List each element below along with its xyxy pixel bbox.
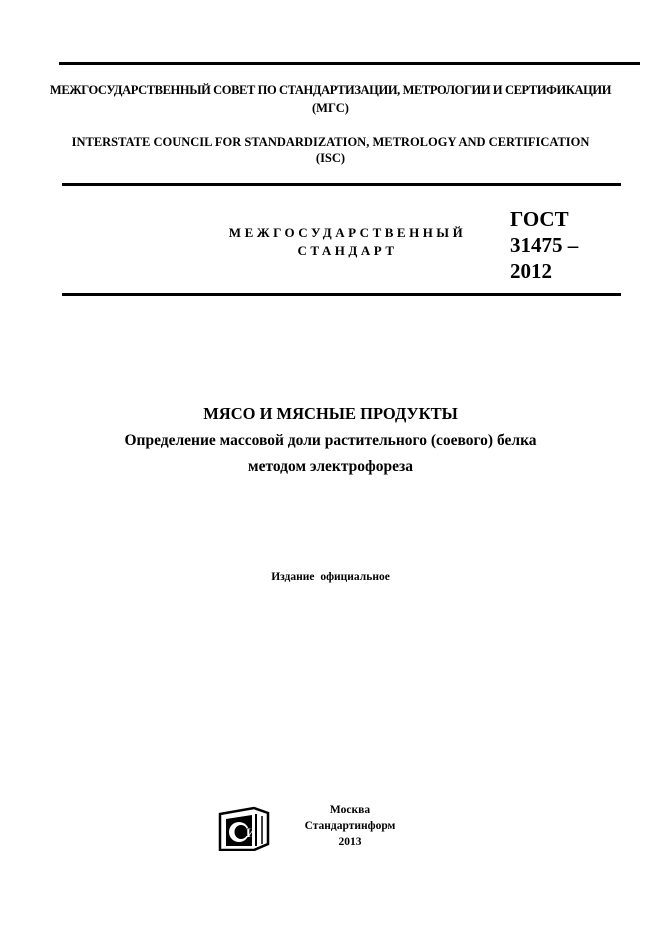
council-abbr-ru: (МГС) xyxy=(312,101,349,115)
standard-type-line2: СТАНДАРТ xyxy=(297,243,398,258)
gost-label: ГОСТ xyxy=(510,207,569,231)
edition-label: Издание официальное xyxy=(271,571,390,583)
publication-year: 2013 xyxy=(338,836,362,848)
standard-type-line1: МЕЖГОСУДАРСТВЕННЫЙ xyxy=(228,225,467,240)
council-name-en: INTERSTATE COUNCIL FOR STANDARDIZATION, METROLOGY AND CERTIFICATION xyxy=(71,135,590,149)
publisher-city: Москва xyxy=(329,804,371,816)
publisher-name: Стандартинформ xyxy=(304,820,396,832)
gost-designation xyxy=(510,206,620,284)
svg-text:И: И xyxy=(246,825,257,840)
document-title: МЯСО И МЯСНЫЕ ПРОДУКТЫ xyxy=(203,404,458,423)
gost-number: 31475 – xyxy=(510,233,579,257)
standard-top-rule xyxy=(62,183,621,186)
document-subtitle-line2: методом электрофореза xyxy=(248,458,413,475)
document-subtitle-line1: Определение массовой доли растительного (соевого) белка xyxy=(124,432,537,449)
top-rule xyxy=(59,62,640,65)
standard-type xyxy=(205,224,490,260)
standard-bottom-rule xyxy=(62,293,621,296)
publisher-block xyxy=(280,802,420,850)
council-abbr-en: (ISC) xyxy=(315,151,346,165)
gost-year: 2012 xyxy=(510,259,552,283)
council-name-ru: МЕЖГОСУДАРСТВЕННЫЙ СОВЕТ ПО СТАНДАРТИЗАЦИИ, МЕТРОЛОГИИ И СЕРТИФИКАЦИИ xyxy=(49,83,612,97)
standartinform-logo-icon xyxy=(218,806,270,851)
